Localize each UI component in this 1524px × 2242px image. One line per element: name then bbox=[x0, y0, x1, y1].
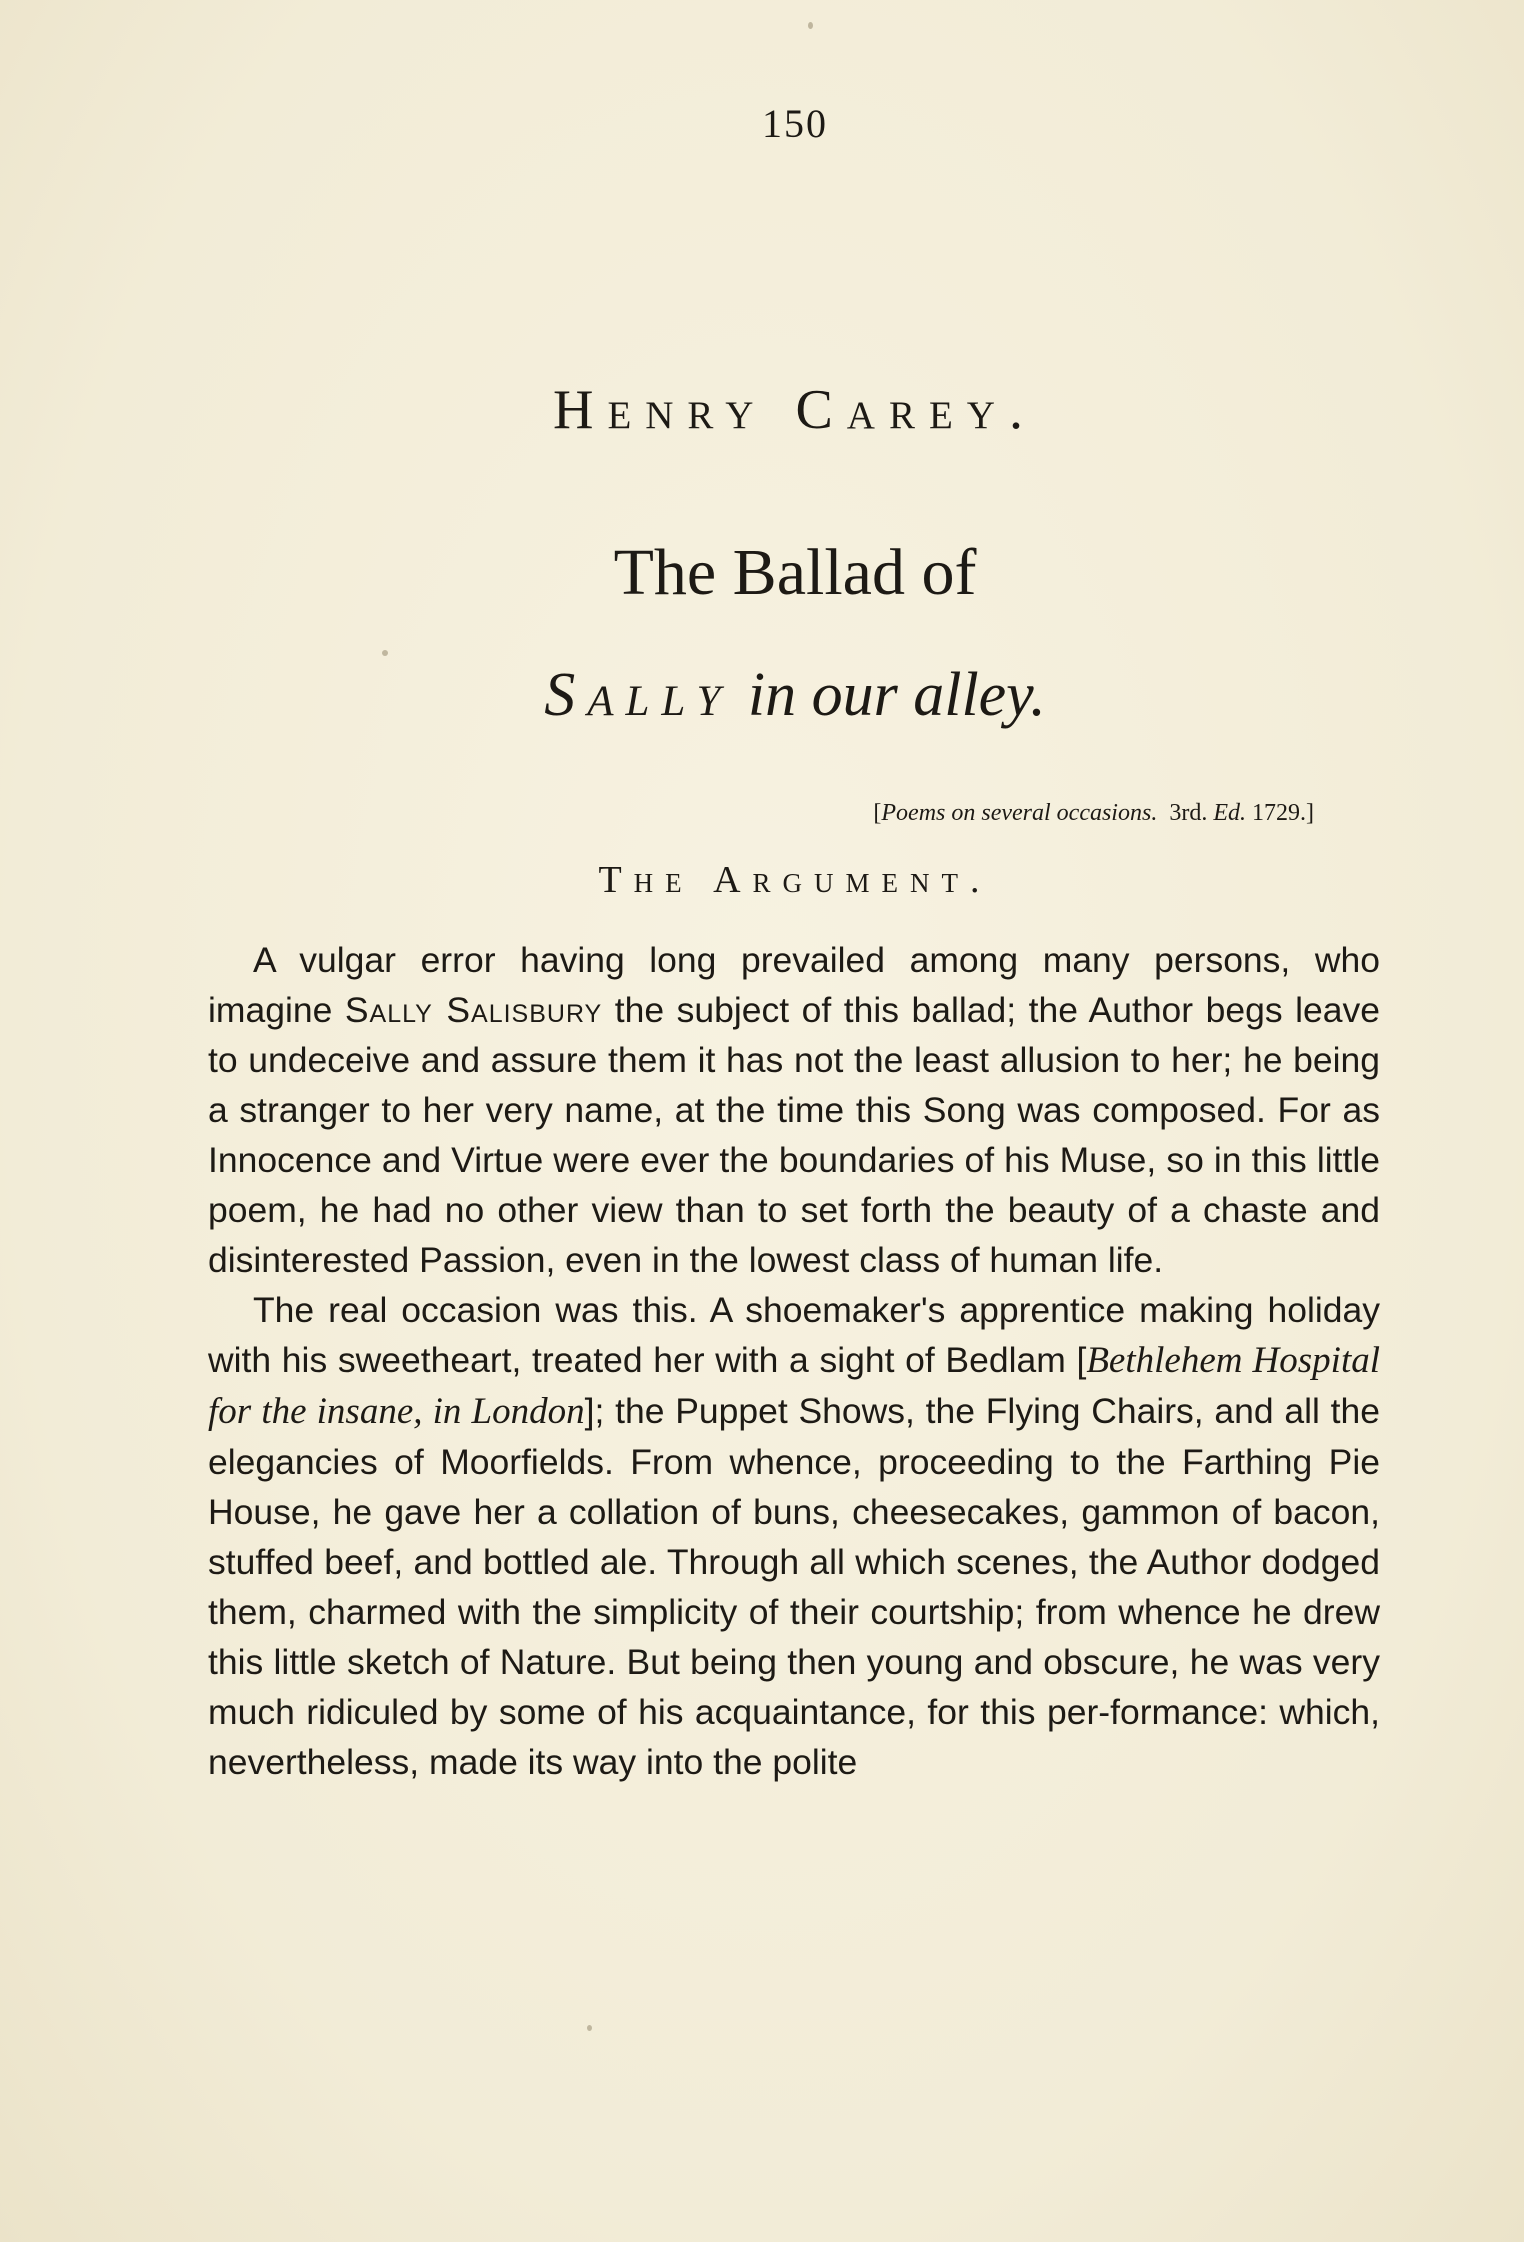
source-citation bbox=[873, 800, 1314, 827]
source-edition-abbr: Ed. bbox=[1213, 800, 1246, 826]
paragraph-2-part2: ]; the Puppet Shows, the Flying Chairs, and all the elegancies of Moorfields. From whence, proceeding to the Farthing Pie House, he gave her a collation of buns, cheesecakes, gammon of bacon, stuffed beef, and bottled ale. Through all which scenes, the Author dodged them, charmed with the simplicity of their courtship; from whence he drew this little sketch of Nature. But being then young and obscure, he was very much ridiculed by some of his acquaintance, for this per-formance: which, nevertheless, made its way into the polite bbox=[208, 1391, 1380, 1782]
title-sally: Sally bbox=[544, 661, 733, 729]
source-edition-num: 3rd. bbox=[1169, 800, 1208, 826]
paragraph-1-part1: A vulgar error having long prevailed among many persons, who imagine bbox=[208, 940, 1380, 1030]
title-rest: in our alley. bbox=[732, 661, 1046, 729]
ballad-title-line1: The Ballad of bbox=[613, 536, 977, 609]
paragraph-1-part2: the subject of this ballad; the Author begs leave to undeceive and assure them it has not the least allusion to her; he being a stranger to her very name, at the time this Song was composed. For as Innocence and Virtue were ever the boundaries of his Muse, so in this little poem, he had no other view than to set forth the beauty of a chaste and disinterested Passion, even in the lowest class of human life. bbox=[208, 990, 1381, 1280]
bedlam-note: Bethlehem Hospital for the insane, in London bbox=[208, 1340, 1380, 1432]
source-year: 1729.] bbox=[1252, 800, 1314, 826]
ballad-title-line2 bbox=[0, 660, 1524, 731]
argument-body bbox=[208, 935, 1380, 1787]
paper-speck bbox=[382, 650, 388, 656]
argument-heading: The Argument. bbox=[598, 859, 992, 901]
paragraph-1 bbox=[208, 935, 1380, 1285]
author-heading: Henry Carey. bbox=[553, 379, 1037, 441]
page-number: 150 bbox=[762, 101, 828, 146]
source-work: Poems on several occasions. bbox=[881, 800, 1158, 826]
paragraph-2 bbox=[208, 1285, 1380, 1787]
source-bracket: [ bbox=[873, 800, 882, 826]
sally-salisbury-name: Sally Salisbury bbox=[344, 990, 603, 1030]
paragraph-2-part1: The real occasion was this. A shoemaker's apprentice making holiday with his sweetheart, treated her with a sight of Bedlam [ bbox=[208, 1290, 1380, 1380]
paper-speck bbox=[808, 22, 813, 29]
paper-speck bbox=[587, 2025, 592, 2031]
